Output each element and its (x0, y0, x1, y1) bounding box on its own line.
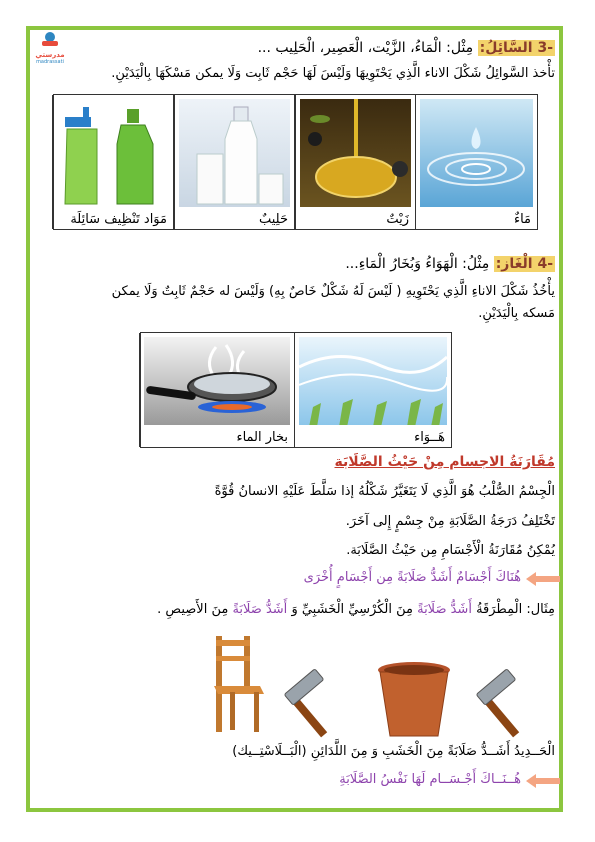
cleaning-liquids-icon (57, 99, 169, 207)
gas-cell-steam (139, 333, 295, 447)
comparison-heading-text: مُقَارَنَةُ الاجسام مِنْ حَيْثُ الصَّلَابَة (334, 454, 555, 470)
caption-water: مَاءٌ (513, 212, 531, 227)
section4-title: الْغَاز: (495, 256, 533, 272)
section3-number: -3 (537, 40, 553, 56)
section4-title-badge (494, 256, 555, 272)
example-end: مِنَ الأَصِيصِ . (157, 602, 229, 617)
gases-image-strip (140, 332, 452, 448)
example-strong-1: أَشَدُّ صَلَابَةً (417, 602, 472, 617)
comparison-line-1: الْجِسْمُ الصُّلْبُ هُوَ الَّذِي لَا يَتَغَيَّرُ شَكْلُهُ إذا سَلَّطَ عَلَيْهِ الانسانُ قُوَّةً (214, 484, 555, 499)
logo-subtext: madrassati (36, 59, 64, 65)
section4-examples: مِثْلُ: الْهَوَاءُ وَبُخَارُ الْمَاءِ... (345, 256, 490, 272)
oil-icon (300, 99, 411, 207)
section3-header (40, 40, 555, 56)
caption-milk: حَلِيبٌ (258, 212, 288, 227)
comparison-example (40, 602, 555, 617)
steam-pan-icon (144, 337, 290, 425)
liquids-image-strip (53, 94, 538, 230)
example-strong-2: أَشَدُّ صَلَابَةً (232, 602, 288, 617)
comparison-line-2: تَخْتَلِفُ دَرَجَةُ الصَّلَابَةِ مِنْ جِسْمٍ إِلى آخَرَ. (345, 514, 555, 529)
liquid-cell-water (416, 95, 537, 229)
caption-steam: بخار الماء (236, 430, 288, 445)
wooden-chair-icon (208, 634, 268, 734)
comparison-line-3: يُمْكِنُ مُقَارَنَةُ الْأَجْسَامِ مِن حَيْثُ الصَّلَابَة. (346, 543, 555, 558)
example-prefix: مِثَال: الْمِطْرَقَةُ (476, 602, 555, 617)
liquid-cell-cleaning (52, 95, 174, 229)
section3-examples: مِثْل: الْمَاءُ، الزَّيْت، الْعَصِير، الْحَلِيب ... (257, 40, 474, 56)
section4-header (40, 256, 555, 272)
section4-description-1: يأْخُذُ شَكْلَ الاناءِ الَّذِي يَحْتَوِيهِ ( لَيْسَ لَهُ شَكْلٌ خَاصٌ بِهِ) وَلَيْسَ له حَجْمٌ ثَابِتٌ وَلَا يمكن (111, 284, 555, 299)
comparison-line-4: الْحَــدِيدُ أَشَــدُّ صَلَابَةً مِنَ الْخَشَبِ وَ مِنَ اللَّدَائِنِ (الْبَــلَاسْتِــيك) (232, 744, 555, 759)
liquid-cell-oil (295, 95, 416, 229)
wind-icon (299, 337, 447, 425)
example-mid: مِنَ الْكُرْسِيِّ الْخَشَبِيِّ وَ (291, 602, 413, 617)
section3-title: السَّائِلُ: (479, 40, 533, 56)
logo-text: مدرستي (35, 51, 65, 59)
gas-cell-air (295, 333, 451, 447)
hammer-icon (276, 668, 346, 738)
comparison-note-2: هُــنَــاكَ أَجْـسَــام لَهَا نَفْسُ الصَّلَابَةِ (339, 772, 521, 787)
hammer-icon (468, 668, 538, 738)
flower-pot-icon (374, 660, 454, 740)
section3-description: تأْخذ السَّوائِلُ شَكْلَ الاناء الَّذِي يَحْتَوِيهَا وَلَيْسَ لَهَا حَجْم ثَابِت وَلَا يمكن مَسْكَهَا بِالْيَدَيْنِ. (111, 66, 555, 81)
section4-number: -4 (537, 256, 553, 272)
caption-oil: زَيْتٌ (386, 212, 409, 227)
comparison-heading (40, 454, 555, 470)
arrow-left-icon (526, 774, 560, 788)
arrow-left-icon (526, 572, 560, 586)
section4-description-2: مَسكه بِالْيَدَيْنِ. (478, 306, 555, 321)
water-drop-icon (420, 99, 533, 207)
liquid-cell-milk (174, 95, 295, 229)
section3-title-badge (478, 40, 555, 56)
caption-air: هَــوَاء (414, 430, 445, 445)
milk-icon (179, 99, 290, 207)
caption-cleaning: مَوَاد تَنْظِيف سَائِلَة (70, 212, 167, 227)
comparison-note-1: هُنَاكَ أَجْسَامٌ أَشَدُّ صَلَابَةً مِن أَجْسَامٍ أُخْرَى (303, 570, 521, 585)
